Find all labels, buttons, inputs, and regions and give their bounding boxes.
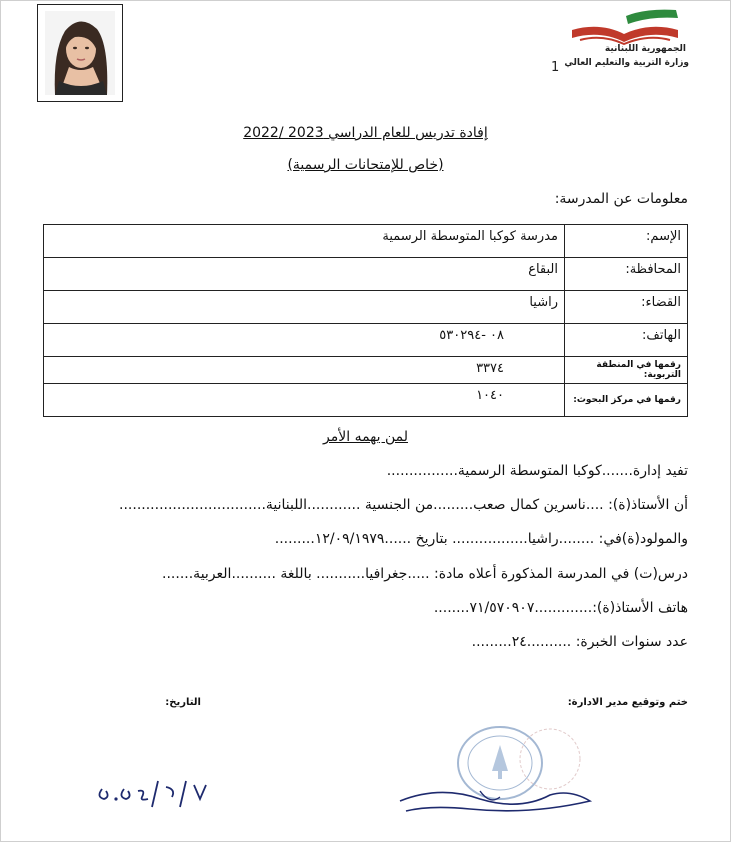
book-logo-icon	[566, 8, 686, 48]
row-label: رقمها في مركز البحوث:	[565, 384, 688, 417]
row-value: مدرسة كوكبا المتوسطة الرسمية	[44, 225, 565, 258]
signature-stroke-icon	[400, 792, 590, 811]
table-row	[44, 225, 688, 258]
body-line-subject: درس(ت) في المدرسة المذكورة أعلاه مادة: .....جغرافيا........... باللغة ..........العربية.......	[162, 566, 688, 582]
signature-area	[30, 715, 710, 835]
row-value: البقاع	[44, 258, 565, 291]
body-line-phone: هاتف الأستاذ(ة):.............٧١/٥٧٠٩٠٧........	[433, 600, 688, 616]
logo-line-ministry: وزارة التربية والتعليم العالي	[564, 58, 689, 68]
body-line-birth: والمولود(ة)في: ........راشيا................. بتاريخ ......١٢/٠٩/١٩٧٩.........	[274, 531, 688, 547]
handwritten-date-icon	[99, 781, 206, 807]
official-stamp-icon	[458, 727, 580, 799]
page-title: إفادة تدريس للعام الدراسي 2023 /2022	[243, 125, 488, 141]
body-line-experience: عدد سنوات الخبرة: ..........٢٤.........	[471, 634, 688, 650]
row-value: راشيا	[44, 291, 565, 324]
school-info-table	[43, 224, 688, 417]
school-info-label: معلومات عن المدرسة:	[554, 191, 688, 207]
applicant-photo	[37, 4, 123, 102]
page-subtitle: (خاص للإمتحانات الرسمية)	[287, 157, 444, 173]
table-row	[44, 384, 688, 417]
row-label: الهاتف:	[565, 324, 688, 357]
logo-mark: 1	[551, 60, 560, 75]
body-line-teacher: أن الأستاذ(ة): ....ناسرين كمال صعب.........من الجنسية ............اللبنانية.................................	[119, 497, 688, 513]
row-value: ١٠٤٠	[44, 384, 565, 417]
table-row	[44, 291, 688, 324]
logo-line-republic: الجمهورية اللبنانية	[604, 44, 686, 54]
row-value: ٣٣٧٤	[44, 357, 565, 384]
date-label: التاريخ:	[165, 697, 201, 708]
table-row	[44, 357, 688, 384]
row-label: المحافظة:	[565, 258, 688, 291]
table-row	[44, 258, 688, 291]
body-line-school: تفيد إدارة.......كوكبا المتوسطة الرسمية................	[386, 463, 688, 479]
row-label: القضاء:	[565, 291, 688, 324]
row-label: رقمها في المنطقة التربوية:	[565, 357, 688, 384]
stamp-label: ختم وتوقيع مدير الادارة:	[567, 697, 688, 708]
row-value: ٠٨ -٥٣٠٢٩٤	[44, 324, 565, 357]
row-label: الإسم:	[565, 225, 688, 258]
table-row	[44, 324, 688, 357]
to-whom-heading: لمن يهمه الأمر	[323, 429, 408, 445]
portrait-image	[45, 11, 115, 95]
